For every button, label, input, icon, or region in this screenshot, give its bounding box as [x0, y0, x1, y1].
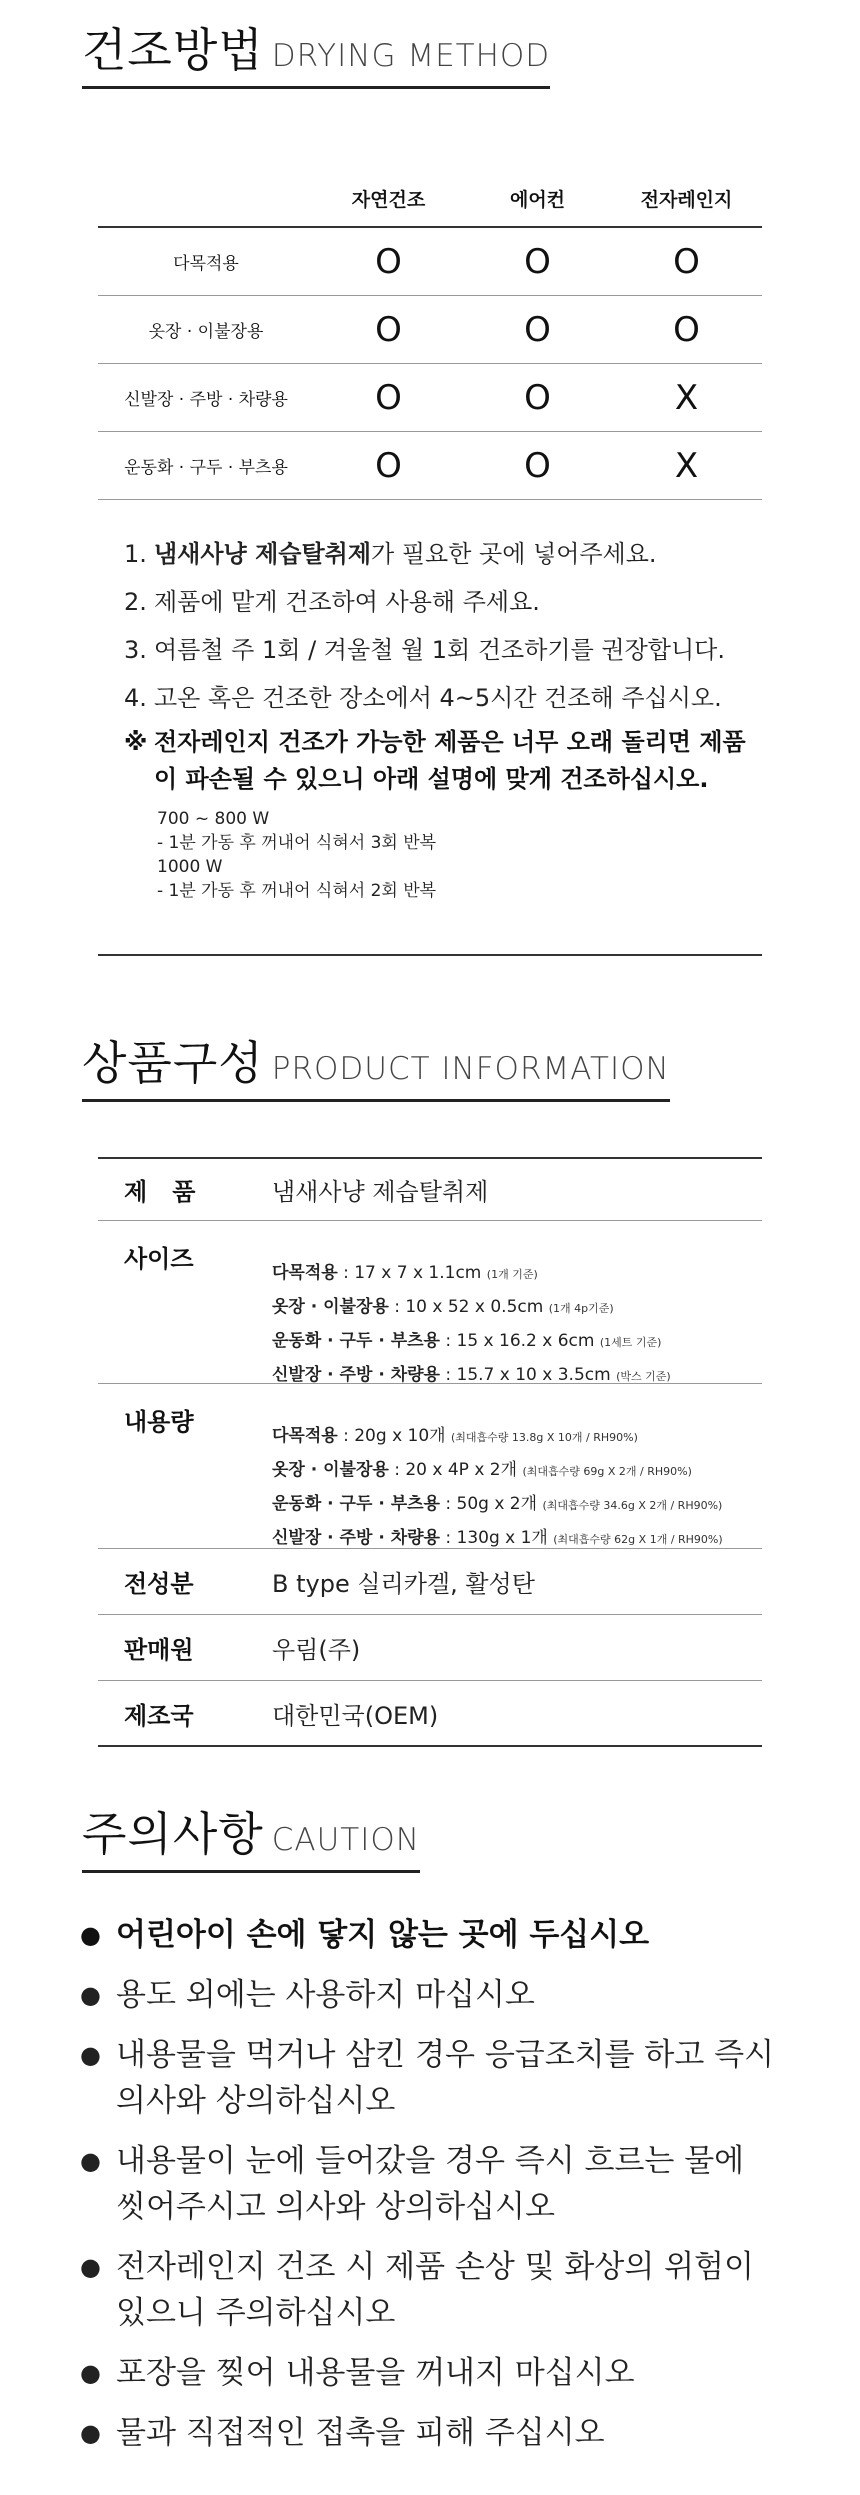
list-item	[80, 2350, 780, 2396]
content-line: 옷장 · 이불장용 : 20 x 4P x 2개 (최대흡수량 69g X 2개 / RH90%)	[272, 1460, 692, 1480]
table-row	[98, 1384, 762, 1549]
table-row	[98, 1681, 762, 1747]
row-label: 운동화 · 구두 · 부츠용	[124, 458, 288, 478]
table-row	[98, 1159, 762, 1221]
list-item	[80, 1972, 780, 2018]
bullet-icon: ●	[80, 1921, 101, 1949]
caution-text: 용도 외에는 사용하지 마십시오	[116, 1977, 535, 2013]
list-item	[80, 2244, 780, 2336]
table-row	[98, 1615, 762, 1681]
caution-title-ko: 주의사항	[82, 1807, 264, 1861]
watt-power: 700 ~ 800 W	[157, 809, 270, 829]
row-key: 내용량	[124, 1408, 194, 1436]
row-label: 옷장 · 이불장용	[148, 322, 264, 342]
drying-section-title	[82, 14, 550, 89]
caution-title-en: CAUTION	[271, 1822, 420, 1858]
warning-mark: ※	[124, 728, 148, 756]
microwave-watt-guide	[157, 807, 436, 903]
warning-text: 전자레인지 건조가 가능한 제품은 너무 오래 돌리면 제품이 파손될 수 있으니 아래 설명에 맞게 건조하십시오.	[154, 728, 746, 793]
content-line: 다목적용 : 20g x 10개 (최대흡수량 13.8g X 10개 / RH90%)	[272, 1426, 638, 1446]
table-row	[98, 1549, 762, 1615]
mark-cell: O	[524, 241, 551, 282]
col-aircon: 에어컨	[509, 188, 566, 211]
row-value: 대한민국(OEM)	[272, 1701, 439, 1730]
caution-text: 내용물이 눈에 들어갔을 경우 즉시 흐르는 물에 씻어주시고 의사와 상의하십시오	[116, 2143, 745, 2225]
product-title-en: PRODUCT INFORMATION	[271, 1051, 670, 1087]
row-key: 사이즈	[124, 1245, 194, 1273]
bullet-icon: ●	[80, 2253, 101, 2281]
bullet-icon: ●	[80, 1981, 101, 2009]
mark-cell: O	[375, 309, 402, 350]
mark-cell: O	[375, 445, 402, 486]
row-value: 우림(주)	[272, 1636, 361, 1664]
row-key: 제조국	[124, 1701, 194, 1730]
row-label: 신발장 · 주방 · 차량용	[124, 390, 288, 410]
item-number: 3.	[124, 636, 147, 664]
drying-title-en: DRYING METHOD	[271, 38, 551, 74]
caution-list	[80, 1912, 780, 2470]
table-row	[98, 1221, 762, 1384]
item-number: 4.	[124, 684, 147, 712]
mark-cell: O	[375, 241, 402, 282]
item-text: 여름철 주 1회 / 겨울철 월 1회 건조하기를 권장합니다.	[154, 636, 725, 664]
list-item	[80, 2410, 780, 2456]
caution-section-title	[82, 1798, 420, 1873]
caution-text: 어린아이 손에 닿지 않는 곳에 두십시오	[116, 1917, 650, 1953]
row-value: B type 실리카겔, 활성탄	[272, 1570, 535, 1598]
product-name-bold: 냄새사냥 제습탈취제	[154, 540, 372, 568]
item-number: 2.	[124, 588, 147, 616]
table-row	[98, 432, 762, 500]
row-value: 냄새사냥 제습탈취제	[272, 1178, 489, 1206]
mark-cell: O	[375, 377, 402, 418]
mark-cell: X	[674, 445, 699, 486]
item-text: 가 필요한 곳에 넣어주세요.	[371, 540, 657, 568]
content-line: 운동화 · 구두 · 부츠용 : 50g x 2개 (최대흡수량 34.6g X 2개 / RH90%)	[272, 1494, 723, 1514]
size-line: 다목적용 : 17 x 7 x 1.1cm (1개 기준)	[272, 1263, 538, 1283]
list-item	[124, 626, 764, 674]
bullet-icon: ●	[80, 2041, 101, 2069]
list-item	[80, 2138, 780, 2230]
row-key: 제 품	[124, 1178, 196, 1206]
caution-text: 내용물을 먹거나 삼킨 경우 응급조치를 하고 즉시 의사와 상의하십시오	[116, 2037, 775, 2119]
row-key: 전성분	[124, 1570, 194, 1598]
bullet-icon: ●	[80, 2359, 101, 2387]
col-natural-dry: 자연건조	[351, 188, 426, 211]
list-item	[80, 1912, 780, 1958]
table-row	[98, 228, 762, 296]
product-title-ko: 상품구성	[82, 1036, 264, 1090]
caution-text: 포장을 찢어 내용물을 꺼내지 마십시오	[116, 2355, 635, 2391]
row-label: 다목적용	[173, 254, 239, 274]
divider	[98, 954, 762, 956]
drying-method-table	[98, 170, 762, 500]
row-key: 판매원	[124, 1636, 194, 1664]
list-item	[124, 578, 764, 626]
mark-cell: O	[673, 241, 700, 282]
drying-instructions	[124, 530, 764, 798]
list-item	[80, 2032, 780, 2124]
size-line: 옷장 · 이불장용 : 10 x 52 x 0.5cm (1개 4p기준)	[272, 1297, 614, 1317]
col-microwave: 전자레인지	[640, 188, 733, 211]
size-line: 운동화 · 구두 · 부츠용 : 15 x 16.2 x 6cm (1세트 기준)	[272, 1331, 662, 1351]
watt-desc: - 1분 가동 후 꺼내어 식혀서 2회 반복	[157, 881, 437, 901]
bullet-icon: ●	[80, 2147, 101, 2175]
bullet-icon: ●	[80, 2419, 101, 2447]
item-text: 고온 혹은 건조한 장소에서 4~5시간 건조해 주십시오.	[154, 684, 722, 712]
list-item	[124, 530, 764, 578]
mark-cell: O	[673, 309, 700, 350]
microwave-warning	[124, 724, 764, 798]
caution-text: 물과 직접적인 접촉을 피해 주십시오	[116, 2415, 605, 2451]
table-row	[98, 296, 762, 364]
product-section-title	[82, 1027, 670, 1102]
table-row	[98, 364, 762, 432]
mark-cell: O	[524, 445, 551, 486]
size-line: 신발장 · 주방 · 차량용 : 15.7 x 10 x 3.5cm (박스 기준)	[272, 1365, 671, 1385]
watt-power: 1000 W	[157, 857, 223, 877]
drying-title-ko: 건조방법	[82, 23, 264, 77]
mark-cell: O	[524, 377, 551, 418]
mark-cell: X	[674, 377, 699, 418]
item-text: 제품에 맡게 건조하여 사용해 주세요.	[154, 588, 540, 616]
caution-text: 전자레인지 건조 시 제품 손상 및 화상의 위험이 있으니 주의하십시오	[116, 2249, 754, 2331]
list-item	[124, 674, 764, 722]
mark-cell: O	[524, 309, 551, 350]
product-info-table	[98, 1157, 762, 1747]
watt-desc: - 1분 가동 후 꺼내어 식혀서 3회 반복	[157, 833, 437, 853]
item-number: 1.	[124, 540, 147, 568]
content-line: 신발장 · 주방 · 차량용 : 130g x 1개 (최대흡수량 62g X 1개 / RH90%)	[272, 1528, 723, 1548]
drying-table-header	[98, 170, 762, 228]
